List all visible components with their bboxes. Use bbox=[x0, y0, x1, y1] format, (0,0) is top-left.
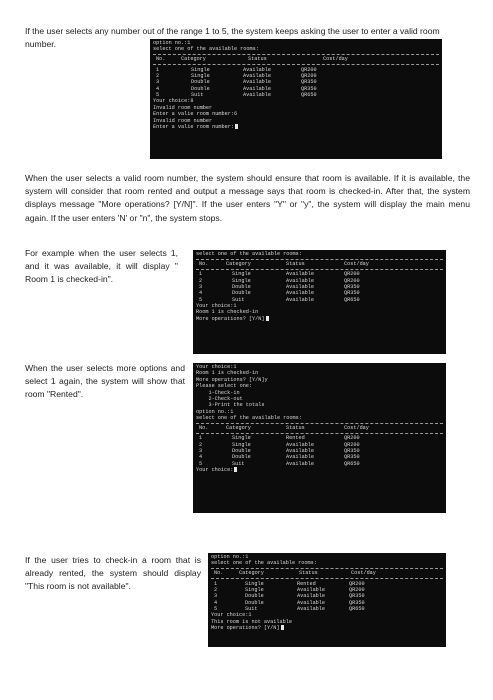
header-status: Status bbox=[286, 424, 305, 431]
console-line: Please select one: bbox=[196, 383, 253, 390]
paragraph-not-available: If the user tries to check-in a room that is already rented, the system should display "This room is not available". bbox=[25, 555, 201, 592]
console-line: option no.:1 bbox=[153, 40, 191, 46]
header-no: No. bbox=[156, 56, 166, 63]
console-line: option no.:1 bbox=[196, 408, 234, 415]
header-category: Category bbox=[239, 570, 264, 577]
divider bbox=[196, 269, 443, 270]
console-line: option no.:1 bbox=[211, 554, 249, 560]
table-row: 4 Double Available QR350 bbox=[214, 599, 365, 606]
table-row: 4 Double Available QR350 bbox=[156, 85, 317, 92]
header-category: Category bbox=[226, 424, 251, 431]
table-row: 1 Single Rented QR200 bbox=[214, 580, 365, 587]
console-line: Room 1 is checked-in bbox=[196, 370, 259, 377]
table-row: 4 Double Available QR350 bbox=[199, 454, 360, 461]
header-category: Category bbox=[226, 260, 251, 267]
console-line: Enter a valie room number:6 bbox=[153, 111, 238, 118]
table-row: 2 Single Available QR200 bbox=[156, 72, 317, 79]
header-cost: Cost/day bbox=[344, 424, 369, 431]
table-header bbox=[211, 570, 443, 577]
text-cursor bbox=[234, 467, 237, 472]
header-category: Category bbox=[181, 56, 206, 63]
divider bbox=[196, 433, 443, 434]
table-row: 4 Double Available QR350 bbox=[199, 290, 360, 297]
terminal-checkin bbox=[193, 250, 446, 354]
console-line: 1-Check-in bbox=[196, 389, 240, 396]
table-row: 2 Single Available QR200 bbox=[199, 441, 360, 448]
paragraph-checkin-example: For example when the user selects 1, and it was available, it will display " Room 1 is checked-in". bbox=[25, 248, 178, 285]
console-line: 2-Check-out bbox=[196, 395, 243, 402]
table-row: 3 Double Available QR350 bbox=[199, 283, 360, 290]
console-line: select one of the available rooms: bbox=[196, 415, 302, 422]
table-row: 3 Double Available QR350 bbox=[199, 448, 360, 455]
header-cost: Cost/day bbox=[344, 260, 369, 267]
table-row: 1 Single Available QR200 bbox=[156, 66, 317, 73]
divider bbox=[153, 64, 439, 65]
table-row: 3 Double Available QR350 bbox=[214, 593, 365, 600]
divider bbox=[211, 578, 443, 579]
header-no: No. bbox=[199, 260, 209, 267]
table-row: 2 Single Available QR200 bbox=[214, 586, 365, 593]
console-line: More operations? [Y/N] bbox=[211, 625, 443, 631]
console-line: select one of the available rooms: bbox=[196, 251, 302, 257]
table-row: 1 Single Rented QR200 bbox=[199, 435, 360, 442]
console-line: Your choice: bbox=[196, 467, 443, 473]
console-line: Room 1 is checked-in bbox=[196, 309, 259, 316]
table-row: 2 Single Available QR200 bbox=[199, 277, 360, 284]
console-line: select one of the available rooms: bbox=[211, 560, 317, 567]
terminal-rented bbox=[193, 363, 446, 513]
console-line: More operations? [Y/N] bbox=[196, 316, 443, 322]
header-cost: Cost/day bbox=[351, 570, 376, 577]
header-status: Status bbox=[248, 56, 267, 63]
console-line: This room is not available bbox=[211, 618, 292, 625]
table-row: 1 Single Available QR200 bbox=[199, 271, 360, 278]
header-cost: Cost/day bbox=[323, 56, 348, 63]
table-row: 5 Suit Available QR650 bbox=[214, 606, 365, 613]
console-line: Enter a valie room number: bbox=[153, 124, 439, 130]
table-row: 5 Suit Available QR650 bbox=[199, 296, 360, 303]
text-cursor bbox=[235, 124, 238, 129]
table-header bbox=[196, 261, 443, 268]
header-no: No. bbox=[214, 570, 224, 577]
divider bbox=[211, 568, 443, 569]
text-cursor bbox=[281, 625, 284, 630]
header-no: No. bbox=[199, 424, 209, 431]
console-line: Invalid room number bbox=[153, 117, 213, 124]
console-line: Your choice:1 bbox=[211, 612, 252, 619]
console-line: Your choice:1 bbox=[196, 364, 237, 370]
table-header bbox=[196, 425, 443, 432]
table-row: 5 Suit Available QR650 bbox=[156, 92, 317, 99]
terminal-not-available bbox=[208, 553, 446, 647]
paragraph-rented-example: When the user selects more options and select 1 again, the system will show that room "Rented". bbox=[25, 363, 185, 400]
divider bbox=[196, 423, 443, 424]
header-status: Status bbox=[299, 570, 318, 577]
header-status: Status bbox=[286, 260, 305, 267]
console-line: 3-Print the totals bbox=[196, 402, 265, 409]
console-line: select one of the available rooms: bbox=[153, 46, 259, 53]
terminal-invalid-room bbox=[150, 39, 442, 159]
text-cursor bbox=[266, 316, 269, 321]
paragraph-valid-room: When the user selects a valid room number, the system should ensure that room is available. If it is available, the system will consider that room rented and output a message says that room is checked-in. After that, the system displays message "More operations? [Y/N]". If the user enters "Y" or "y", the system will display the main menu again. If the user enters 'N' or "n", the system stops. bbox=[25, 173, 470, 223]
console-line: Your choice:8 bbox=[153, 98, 194, 105]
divider bbox=[153, 54, 439, 55]
table-row: 3 Double Available QR350 bbox=[156, 79, 317, 86]
paragraph-invalid-range: If the user selects any number out of the range 1 to 5, the system keeps asking the user to enter a valid room number. bbox=[25, 26, 440, 50]
table-header bbox=[153, 56, 439, 63]
console-line: Your choice:1 bbox=[196, 303, 237, 310]
console-line: More operations? [Y/N]y bbox=[196, 376, 268, 383]
divider bbox=[196, 259, 443, 260]
table-row: 5 Suit Available QR650 bbox=[199, 460, 360, 467]
console-line: Invalid room number bbox=[153, 104, 213, 111]
